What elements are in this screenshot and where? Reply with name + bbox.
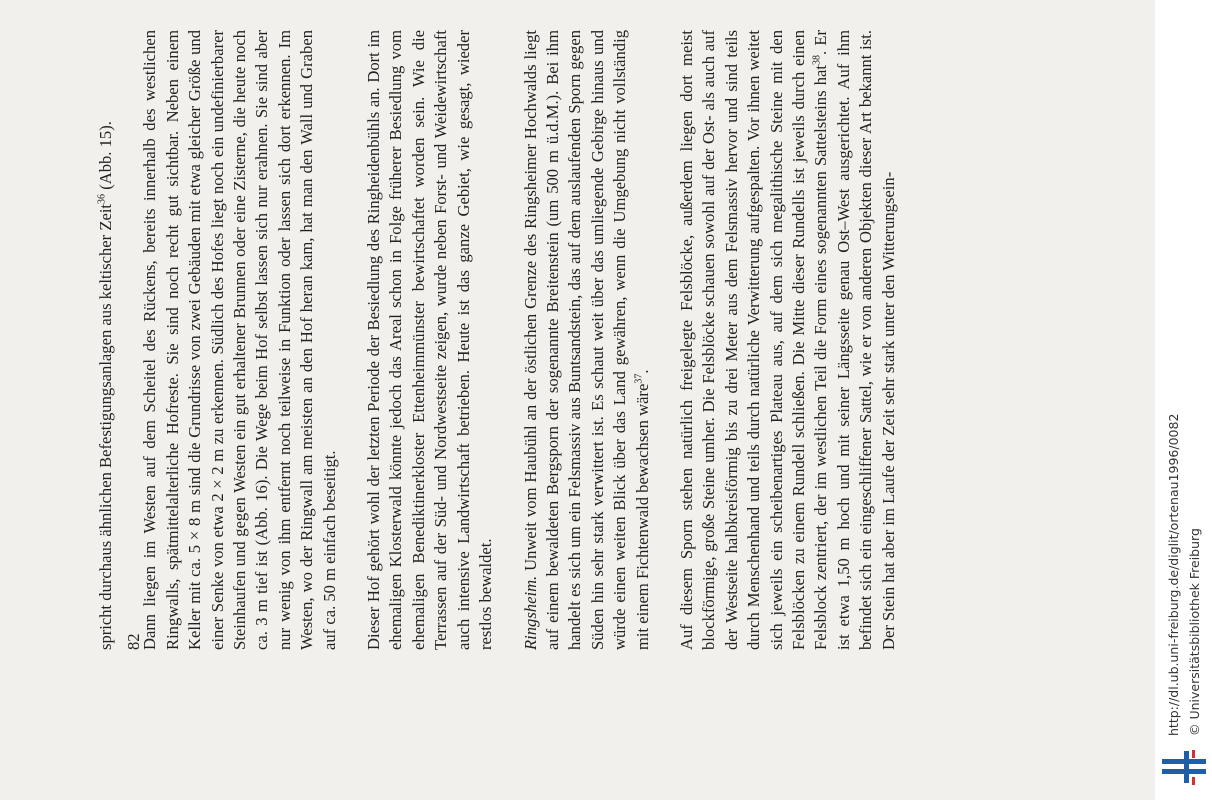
ub-freiburg-logo-icon: [1162, 746, 1206, 790]
page-text-block: [95, 30, 1075, 650]
sidebar-text: [1155, 0, 1212, 800]
source-url[interactable]: http://dl.ub.uni-freiburg.de/diglit/ortenau1996/0082: [1166, 413, 1181, 736]
paragraph-2: Dann liegen im Westen auf dem Scheitel des Rückens, bereits innerhalb des westlichen Ringwalls, spätmittelalterliche Hofreste. Sie sind noch recht gut sichtbar. Neben einem Keller mit ca. 5 × 8 m sind die Grundrisse von zwei Gebäuden mit etwa gleicher Größe und einer Senke von etwa 2 × 2 m zu erkennen. Südlich des Hofes liegt noch ein undefinierbarer Steinhaufen und gegen Westen ein gut erhaltener Brunnen oder eine Zisterne, die heute noch ca. 3 m tief ist (Abb. 16). Die Wege beim Hof selbst lassen sich nur erahnen. Sie sind aber nur wenig von ihm entfernt noch teilweise in Funktion oder lassen sich dort erkennen. Im Westen, wo der Ringwall am meisten an den Hof heran kam, hat man den Wall und Graben auf ca. 50 m einfach beseitigt.: [140, 30, 339, 650]
viewer-sidebar: [1155, 0, 1212, 800]
paragraph-1: spricht durchaus ähnlichen Befestigungsanlagen aus keltischer Zeit$^{36}$ (Abb. 15).: [96, 121, 115, 650]
paragraph-3: Dieser Hof gehört wohl der letzten Periode der Besiedlung des Ringheidenbühls an. Dort im ehemaligen Klosterwald könnte jedoch das Areal schon in Folge früherer Besiedlung vom ehemaligen Benediktinerkloster Ettenheimmünster bewirtschaftet worden sein. Wie die Terrassen auf der Süd- und Nordwestseite zeigen, wurde neben Forst- und Weidewirtschaft auch intensive Landwirtschaft betrieben. Heute ist das ganze Gebiet, wie gesagt, wieder restlos bewaldet.: [364, 30, 496, 650]
paragraph-5: Auf diesem Sporn stehen natürlich freigelegte Felsblöcke, außerdem liegen dort meist blockförmige, große Steine umher. Die Felsblöcke schauen sowohl auf der Ost- als auch auf der Westseite halbkreisförmig bis zu drei Meter aus dem Felsmassiv hervor und sind teils durch Menschenhand und teils durch natürliche Verwitterung aufgespalten. Vor ihnen weitet sich jeweils ein scheibenartiges Plateau aus, auf dem sich megalithische Steine mit den Felsblöcken zu einem Rundell schließen. Die Mitte dieser Rundells ist jeweils durch einen Felsblock zentriert, der im westlichen Teil die Form eines sogenannten Sattelsteins hat$^{38}$. Er ist etwa 1,50 m hoch und mit seiner Längsseite genau Ost–West ausgerichtet. Auf ihm befindet sich ein eingeschliffener Sattel, wie er von anderen Objekten dieser Art bekannt ist. Der Stein hat aber im Laufe der Zeit sehr stark unter den Witterungsein-: [676, 30, 898, 650]
page-number: 82: [124, 633, 143, 650]
copyright-notice: © Universitätsbibliothek Freiburg: [1187, 528, 1202, 736]
paragraph-4: Ringsheim. Unweit vom Haubühl an der östlichen Grenze des Ringsheimer Hochwalds liegt auf einem bewaldeten Bergsporn der sogenannte Breitenstein (um 500 m ü.d.M.). Bei ihm handelt es sich um ein Felsmassiv aus Buntsandstein, das auf dem auslaufenden Sporn gegen Süden hin sehr stark verwittert ist. Es schaut weit über das umliegende Gebirge hinaus und würde einen weiten Blick über das Land gewähren, wenn die Umgebung nicht vollständig mit einem Fichtenwald bewachsen wäre$^{37}$.: [520, 30, 652, 650]
